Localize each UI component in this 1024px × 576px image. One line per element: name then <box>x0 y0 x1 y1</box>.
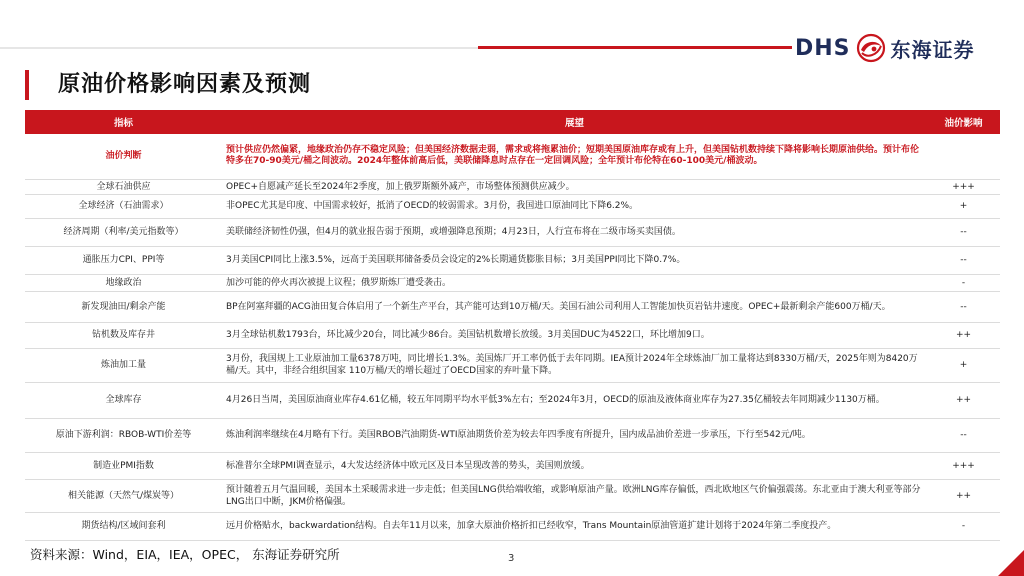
cell-impact: ++ <box>927 322 1000 348</box>
table-row <box>25 218 1000 246</box>
cell-outlook: 4月26日当周，美国原油商业库存4.61亿桶，较五年同期平均水平低3%左右；至2024年3月，OECD的原油及液体商业库存为27.35亿桶较去年同期减少1130万桶。 <box>222 382 927 418</box>
cell-indicator: 炼油加工量 <box>25 348 222 382</box>
page-number: 3 <box>508 553 515 564</box>
cell-outlook: 远月价格贴水，backwardation结构。自去年11月以来，加拿大原油价格折扣已经收窄，Trans Mountain原油管道扩建计划将于2024年第二季度投产。 <box>222 512 927 540</box>
cell-impact: +++ <box>927 452 1000 479</box>
cell-indicator: 期货结构/区域间套利 <box>25 512 222 540</box>
header-divider-red <box>478 46 792 49</box>
title-accent-bar <box>25 70 29 100</box>
cell-outlook: BP在阿塞拜疆的ACG油田复合体启用了一个新生产平台，其产能可达到10万桶/天。美国石油公司利用人工智能加快页岩钻井速度。OPEC+最新剩余产能600万桶/天。 <box>222 291 927 322</box>
cell-outlook: OPEC+自愿减产延长至2024年2季度，加上俄罗斯额外减产，市场整体预测供应减少。 <box>222 179 927 194</box>
table-row <box>25 418 1000 452</box>
cell-impact: +++ <box>927 179 1000 194</box>
table-row <box>25 179 1000 194</box>
header-outlook: 展望 <box>222 110 927 134</box>
cell-indicator: 钻机数及库存井 <box>25 322 222 348</box>
cell-indicator: 地缘政治 <box>25 274 222 291</box>
cell-indicator: 经济周期（利率/美元指数等） <box>25 218 222 246</box>
table-row <box>25 512 1000 540</box>
cell-outlook: 3月美国CPI同比上涨3.5%，远高于美国联邦储备委员会设定的2%长期通货膨胀目标；3月美国PPI同比下降0.7%。 <box>222 246 927 274</box>
cell-outlook: 非OPEC尤其是印度、中国需求较好，抵消了OECD的较弱需求。3月份，我国进口原油同比下降6.2%。 <box>222 194 927 218</box>
table-row <box>25 348 1000 382</box>
cell-impact: ++ <box>927 382 1000 418</box>
cell-impact: -- <box>927 418 1000 452</box>
cell-indicator: 全球经济（石油需求） <box>25 194 222 218</box>
factor-table <box>25 110 1000 541</box>
cell-indicator: 新发现油田/剩余产能 <box>25 291 222 322</box>
logo-latin-text: DHS <box>795 35 851 61</box>
table-row <box>25 274 1000 291</box>
table-row <box>25 322 1000 348</box>
header-indicator: 指标 <box>25 110 222 134</box>
table-row <box>25 452 1000 479</box>
cell-indicator: 相关能源（天然气/煤炭等） <box>25 479 222 512</box>
cell-impact: ++ <box>927 479 1000 512</box>
cell-impact: + <box>927 194 1000 218</box>
source-note: 资料来源：Wind，EIA，IEA，OPEC， 东海证券研究所 <box>30 547 340 562</box>
cell-impact: - <box>927 274 1000 291</box>
cell-impact: - <box>927 512 1000 540</box>
table-row-highlight <box>25 134 1000 179</box>
cell-outlook: 3月全球钻机数1793台，环比减少20台，同比减少86台。美国钻机数增长放缓。3月美国DUC为4522口，环比增加9口。 <box>222 322 927 348</box>
header-impact: 油价影响 <box>927 110 1000 134</box>
company-logo <box>795 30 975 66</box>
cell-impact: -- <box>927 218 1000 246</box>
table-row <box>25 479 1000 512</box>
table-row <box>25 382 1000 418</box>
cell-indicator: 通胀压力CPI、PPI等 <box>25 246 222 274</box>
swirl-logo-icon <box>855 32 887 64</box>
cell-outlook: 加沙可能的停火再次被提上议程；俄罗斯炼厂遭受袭击。 <box>222 274 927 291</box>
table-row <box>25 194 1000 218</box>
cell-impact <box>927 134 1000 179</box>
cell-indicator: 原油下游利润：RBOB-WTI价差等 <box>25 418 222 452</box>
table-row <box>25 246 1000 274</box>
cell-impact: -- <box>927 246 1000 274</box>
cell-outlook: 炼油利润率继续在4月略有下行。美国RBOB汽油期货-WTI原油期货价差为较去年四季度有所提升，国内成品油价差进一步承压，下行至542元/吨。 <box>222 418 927 452</box>
cell-outlook: 预计供应仍然偏紧，地缘政治仍存不稳定风险；但美国经济数据走弱，需求或将拖累油价；短期美国原油库存或有上升，但美国钻机数持续下降将影响长期原油供给。预计布伦特多在70-90美元/桶之间波动。2024年整体前高后低，美联储降息时点存在一定回调风险；全年预计布伦特在60-100美元/桶波动。 <box>222 134 927 179</box>
header-divider-gray <box>0 47 478 49</box>
cell-outlook: 美联储经济韧性仍强，但4月的就业报告弱于预期，或增强降息预期；4月23日，人行宣布将在二级市场买卖国债。 <box>222 218 927 246</box>
cell-indicator: 全球库存 <box>25 382 222 418</box>
cell-indicator: 制造业PMI指数 <box>25 452 222 479</box>
cell-impact: + <box>927 348 1000 382</box>
cell-outlook: 预计随着五月气温回暖，美国本土采暖需求进一步走低；但美国LNG供给端收缩，或影响原油产量。欧洲LNG库存偏低，西北欧地区气价偏强震荡。东北亚由于澳大利亚等部分LNG出口中断，JKM价格偏强。 <box>222 479 927 512</box>
cell-indicator: 全球石油供应 <box>25 179 222 194</box>
cell-outlook: 标准普尔全球PMI调查显示，4大发达经济体中欧元区及日本呈现改善的势头，美国则放缓。 <box>222 452 927 479</box>
cell-impact: -- <box>927 291 1000 322</box>
page-title: 原油价格影响因素及预测 <box>58 72 312 97</box>
table-row <box>25 291 1000 322</box>
cell-indicator: 油价判断 <box>25 134 222 179</box>
cell-outlook: 3月份，我国规上工业原油加工量6378万吨，同比增长1.3%。美国炼厂开工率仍低于去年同期。IEA预计2024年全球炼油厂加工量将达到8330万桶/天，2025年则为8420万桶/天。其中，非经合组织国家 110万桶/天的增长超过了OECD国家的弃叶量下降。 <box>222 348 927 382</box>
corner-triangle-decoration <box>994 546 1024 576</box>
logo-chinese-text: 东海证券 <box>890 37 975 62</box>
table-header-row <box>25 110 1000 134</box>
